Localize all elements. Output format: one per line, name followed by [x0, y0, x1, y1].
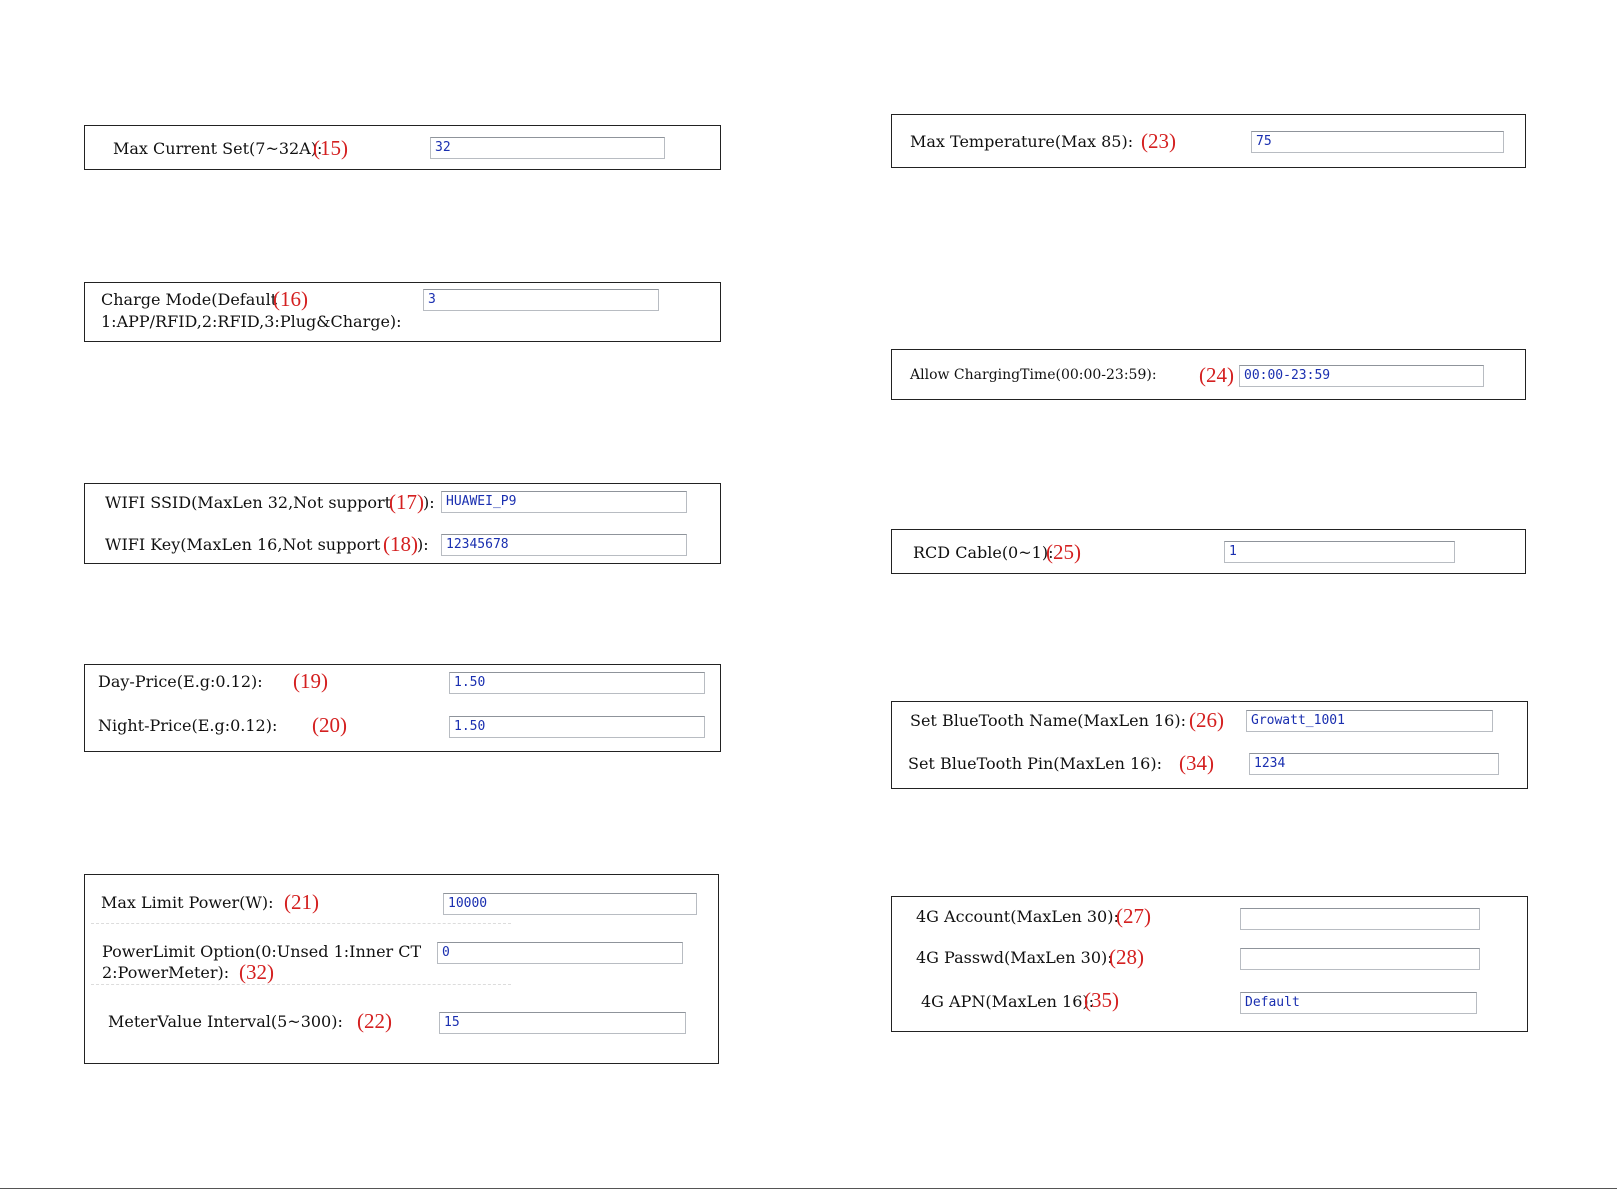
max-limit-power-marker: (21)	[284, 890, 319, 914]
day-price-label: Day-Price(E.g:0.12):	[98, 672, 263, 691]
max-limit-power-input[interactable]: 10000	[443, 893, 697, 915]
4g-account-input[interactable]	[1240, 908, 1480, 930]
max-temperature-input[interactable]: 75	[1251, 131, 1504, 153]
power-limit-option-input[interactable]: 0	[437, 942, 683, 964]
max-current-label: Max Current Set(7~32A):	[113, 139, 323, 158]
day-price-marker: (19)	[293, 669, 328, 693]
meter-value-interval-input[interactable]: 15	[439, 1012, 686, 1034]
page-bottom-rule	[0, 1188, 1617, 1189]
night-price-label: Night-Price(E.g:0.12):	[98, 716, 278, 735]
bluetooth-pin-label: Set BlueTooth Pin(MaxLen 16):	[908, 754, 1162, 773]
divider	[91, 923, 511, 924]
4g-passwd-label: 4G Passwd(MaxLen 30):	[916, 948, 1113, 967]
charge-mode-label-line2: 1:APP/RFID,2:RFID,3:Plug&Charge):	[101, 312, 402, 331]
rcd-cable-panel	[891, 529, 1526, 574]
rcd-cable-label: RCD Cable(0~1):	[913, 543, 1054, 562]
max-limit-power-label: Max Limit Power(W):	[101, 893, 274, 912]
max-current-panel	[84, 125, 721, 170]
charge-mode-marker: (16)	[273, 287, 308, 311]
charging-time-label: Allow ChargingTime(00:00-23:59):	[910, 367, 1157, 383]
night-price-marker: (20)	[312, 713, 347, 737]
charging-time-input[interactable]: 00:00-23:59	[1239, 365, 1484, 387]
max-temperature-panel	[891, 114, 1526, 168]
max-current-marker: (15)	[313, 136, 348, 160]
4g-account-marker: (27)	[1116, 904, 1151, 928]
price-panel	[84, 664, 721, 752]
charge-mode-label-line1: Charge Mode(Default	[101, 290, 278, 309]
4g-apn-marker: (35)	[1084, 988, 1119, 1012]
bluetooth-name-label: Set BlueTooth Name(MaxLen 16):	[910, 711, 1186, 730]
wifi-ssid-marker: (17)	[389, 490, 424, 514]
bluetooth-name-marker: (26)	[1189, 708, 1224, 732]
meter-value-interval-label: MeterValue Interval(5~300):	[108, 1012, 343, 1031]
wifi-ssid-input[interactable]: HUAWEI_P9	[441, 491, 687, 513]
meter-value-interval-marker: (22)	[357, 1009, 392, 1033]
wifi-ssid-label: WIFI SSID(MaxLen 32,Not support	[105, 493, 392, 512]
wifi-key-label: WIFI Key(MaxLen 16,Not support	[105, 535, 381, 554]
wifi-ssid-colon: ):	[423, 493, 435, 512]
4g-panel	[891, 896, 1528, 1032]
divider	[91, 984, 511, 985]
4g-passwd-marker: (28)	[1109, 945, 1144, 969]
max-current-input[interactable]: 32	[430, 137, 665, 159]
rcd-cable-marker: (25)	[1046, 540, 1081, 564]
bluetooth-name-input[interactable]: Growatt_1001	[1246, 710, 1493, 732]
bluetooth-panel	[891, 701, 1528, 789]
4g-apn-label: 4G APN(MaxLen 16):	[921, 992, 1095, 1011]
4g-account-label: 4G Account(MaxLen 30):	[916, 907, 1119, 926]
charge-mode-panel	[84, 282, 721, 342]
wifi-key-input[interactable]: 12345678	[441, 534, 687, 556]
4g-apn-input[interactable]: Default	[1240, 992, 1477, 1014]
max-temperature-label: Max Temperature(Max 85):	[910, 132, 1134, 151]
power-limit-option-marker: (32)	[239, 960, 274, 984]
bluetooth-pin-input[interactable]: 1234	[1249, 753, 1499, 775]
bluetooth-pin-marker: (34)	[1179, 751, 1214, 775]
wifi-key-colon: ):	[417, 535, 429, 554]
charging-time-panel	[891, 349, 1526, 400]
charging-time-marker: (24)	[1199, 363, 1234, 387]
wifi-key-marker: (18)	[383, 532, 418, 556]
day-price-input[interactable]: 1.50	[449, 672, 705, 694]
night-price-input[interactable]: 1.50	[449, 716, 705, 738]
max-temperature-marker: (23)	[1141, 129, 1176, 153]
charge-mode-input[interactable]: 3	[423, 289, 659, 311]
rcd-cable-input[interactable]: 1	[1224, 541, 1455, 563]
power-limit-option-line1: PowerLimit Option(0:Unsed 1:Inner CT	[102, 942, 422, 961]
power-limit-option-line2: 2:PowerMeter):	[102, 963, 230, 982]
wifi-panel	[84, 483, 721, 564]
power-panel	[84, 874, 719, 1064]
4g-passwd-input[interactable]	[1240, 948, 1480, 970]
